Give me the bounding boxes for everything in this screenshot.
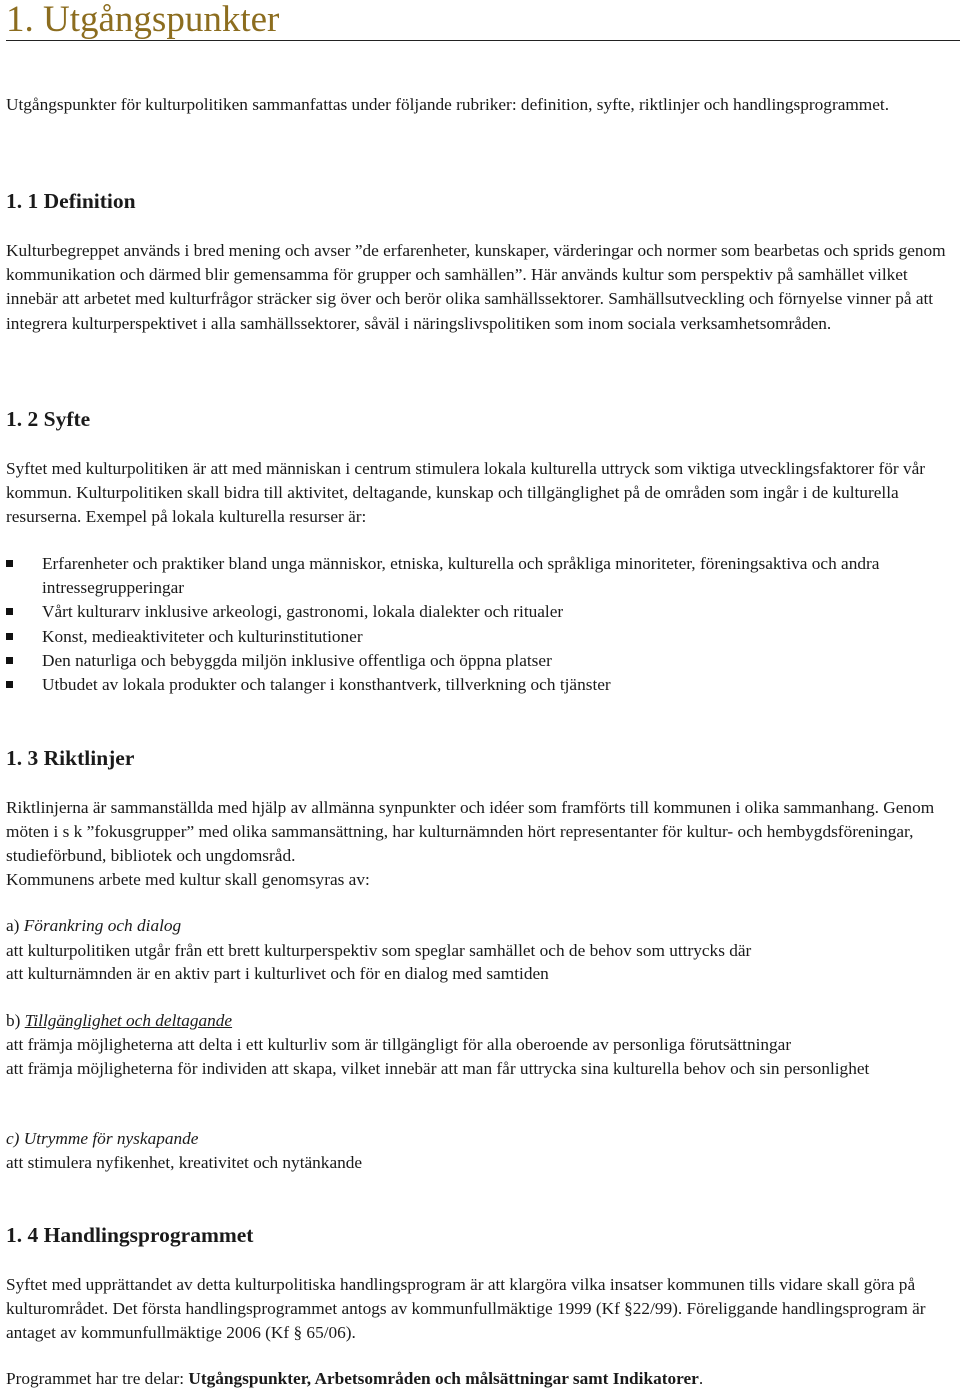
square-bullet-icon xyxy=(6,560,13,567)
list-item: Vårt kulturarv inklusive arkeologi, gastronomi, lokala dialekter och ritualer xyxy=(6,600,952,624)
guideline-a-heading: a) Förankring och dialog xyxy=(6,916,182,935)
guideline-b-line: att främja möjligheterna för individen att skapa, vilket innebär att man får uttrycka sina kulturella behov och sin personlighet xyxy=(6,1059,870,1078)
page-title: 1. Utgångspunkter xyxy=(6,0,280,40)
riktlinjer-paragraph: Riktlinjerna är sammanställda med hjälp av allmänna synpunkter och idéer som framförts till kommunen i olika sammanhang. Genom möten i s k ”fokusgrupper” med olika sammansättning, har kulturnämnden hört representanter för kultur- och hembygdsföreningar, studieförbund, bibliotek och ungdomsråd. xyxy=(6,798,935,866)
resource-list xyxy=(6,552,952,697)
list-item: Konst, medieaktiviteter och kulturinstitutioner xyxy=(6,625,952,649)
syfte-paragraph: Syftet med kulturpolitiken är att med människan i centrum stimulera lokala kulturella uttryck som viktiga utvecklingsfaktorer för vår kommun. Kulturpolitiken skall bidra till aktivitet, deltagande, kunskap och tillgänglighet på de områden som ingår i de kulturella resurserna. Exempel på lokala kulturella resurser är: xyxy=(6,459,926,527)
section-heading-syfte: 1. 2 Syfte xyxy=(6,407,91,431)
list-item: Den naturliga och bebyggda miljön inklusive offentliga och öppna platser xyxy=(6,649,952,673)
guideline-b-heading: b) Tillgänglighet och deltagande xyxy=(6,1011,233,1030)
square-bullet-icon xyxy=(6,608,13,615)
square-bullet-icon xyxy=(6,633,13,640)
list-item: Erfarenheter och praktiker bland unga människor, etniska, kulturella och språkliga minoriteter, föreningsaktiva och andra intressegrupperingar xyxy=(6,552,952,600)
section-heading-riktlinjer: 1. 3 Riktlinjer xyxy=(6,746,135,770)
guideline-a-line: att kulturpolitiken utgår från ett brett kulturperspektiv som speglar samhället och de behov som uttrycks där xyxy=(6,941,752,960)
guideline-b-line: att främja möjligheterna att delta i ett kulturliv som är tillgängligt för alla oberoende av personliga förutsättningar xyxy=(6,1035,792,1054)
section-heading-handlingsprogrammet: 1. 4 Handlingsprogrammet xyxy=(6,1223,254,1247)
riktlinjer-lead: Kommunens arbete med kultur skall genomsyras av: xyxy=(6,870,370,889)
list-item: Utbudet av lokala produkter och talanger i konsthantverk, tillverkning och tjänster xyxy=(6,673,952,697)
guideline-a-line: att kulturnämnden är en aktiv part i kulturlivet och för en dialog med samtiden xyxy=(6,964,549,983)
square-bullet-icon xyxy=(6,681,13,688)
guideline-c-heading: c) Utrymme för nyskapande xyxy=(6,1129,199,1148)
title-divider xyxy=(6,40,960,41)
definition-paragraph: Kulturbegreppet används i bred mening och avser ”de erfarenheter, kunskaper, värderingar och normer som bearbetas och sprids genom kommunikation och därmed blir gemensamma för grupper och samhällen”. Här används kultur som perspektiv på samhället vilket innebär att arbetet med kulturfrågor sträcker sig över och berör olika samhällssektorer. Samhällsutveckling och förnyelse vinner på att integrera kulturperspektivet i alla samhällssektorer, såväl i näringslivspolitiken som inom sociala verksamhetsområden. xyxy=(6,241,946,333)
guideline-c-line: att stimulera nyfikenhet, kreativitet och nytänkande xyxy=(6,1153,363,1172)
program-parts-line: Programmet har tre delar: Utgångspunkter, Arbetsområden och målsättningar samt Indikatorer. xyxy=(6,1369,704,1388)
handlingsprogrammet-paragraph: Syftet med upprättandet av detta kulturpolitiska handlingsprogram är att klargöra vilka insatser kommunen tills vidare skall göra på kulturområdet. Det första handlingsprogrammet antogs av kommunfullmäktige 1999 (Kf §22/99). Föreliggande handlingsprogram är antaget av kommunfullmäktige 2006 (Kf § 65/06). xyxy=(6,1275,926,1343)
section-heading-definition: 1. 1 Definition xyxy=(6,189,136,213)
square-bullet-icon xyxy=(6,657,13,664)
intro-paragraph: Utgångspunkter för kulturpolitiken sammanfattas under följande rubriker: definition, syfte, riktlinjer och handlingsprogrammet. xyxy=(6,95,890,114)
